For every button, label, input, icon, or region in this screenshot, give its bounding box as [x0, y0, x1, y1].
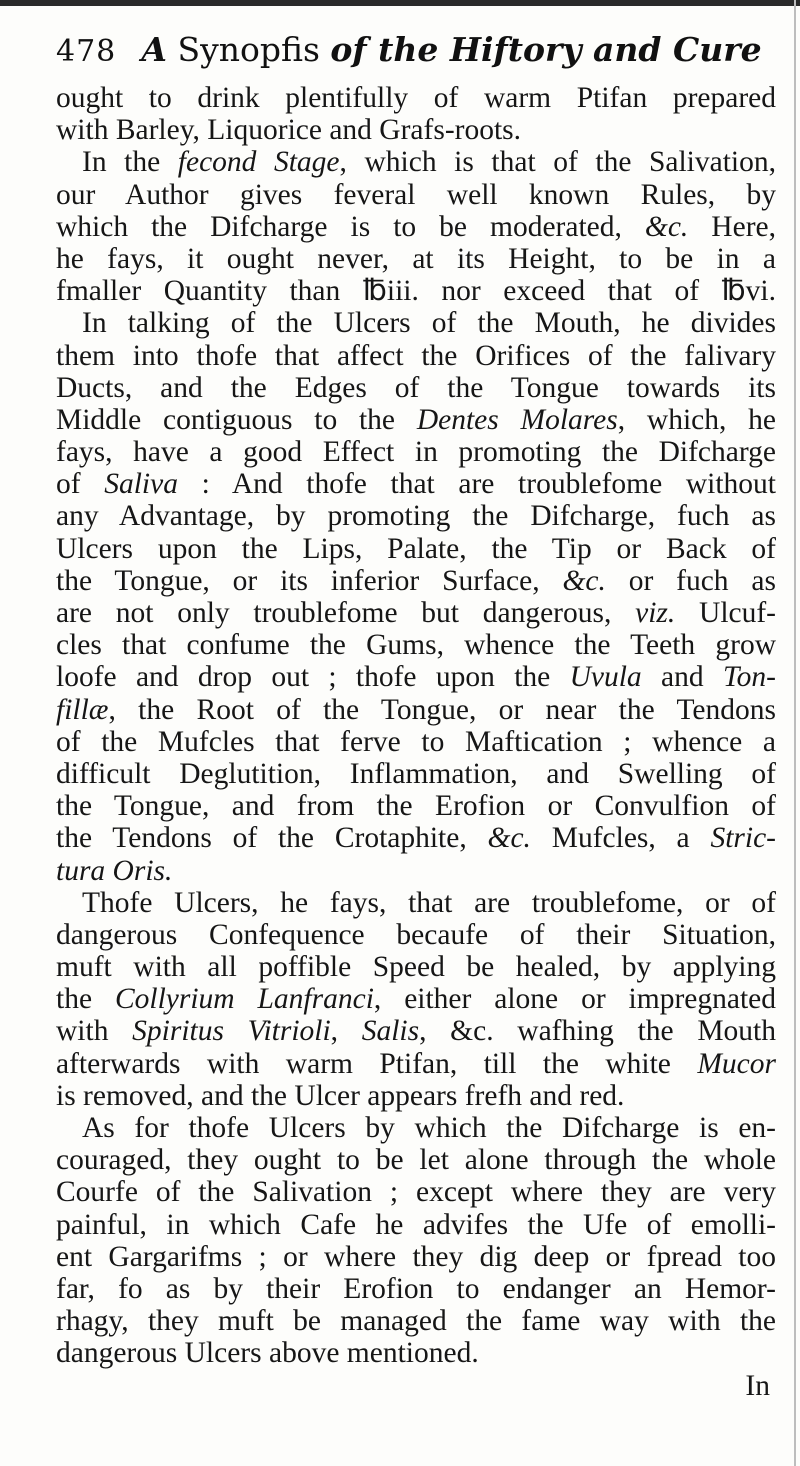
italic-text: Saliva	[104, 468, 178, 501]
text-run: , which is that of the Salivation,	[339, 146, 776, 179]
text-run: and	[641, 661, 723, 694]
page-edge	[794, 0, 796, 1466]
text-line	[56, 500, 776, 532]
text-line	[56, 565, 776, 597]
text-line	[56, 983, 776, 1015]
text-run: the Tendons of the Crotaphite,	[56, 822, 488, 855]
text-line	[56, 1209, 776, 1241]
italic-text: Salis	[361, 1015, 420, 1048]
text-line	[56, 726, 776, 758]
text-line	[56, 694, 776, 726]
text-run: Thofe Ulcers, he fays, that are troublefome, or of	[82, 886, 776, 919]
text-run: Ducts, and the Edges of the Tongue towards its	[56, 371, 776, 404]
text-line	[56, 243, 776, 275]
text-run: , the Root of the Tongue, or near the Tendons	[108, 693, 776, 726]
text-line	[56, 340, 776, 372]
text-line	[56, 1080, 776, 1112]
running-header	[56, 30, 776, 82]
text-line	[56, 372, 776, 404]
text-line	[56, 1337, 776, 1369]
text-run: In the	[82, 146, 178, 179]
text-line	[56, 1048, 776, 1080]
text-run: or fuch as	[605, 564, 776, 597]
italic-text: &c.	[644, 210, 689, 243]
text-line	[56, 1305, 776, 1337]
text-line	[56, 629, 776, 661]
page-number: 478	[56, 34, 117, 69]
text-line	[56, 533, 776, 565]
text-line	[56, 179, 776, 211]
italic-text: Stric-	[710, 822, 776, 855]
running-title	[141, 30, 761, 69]
text-run: fays, have a good Effect in promoting the Difcharge	[56, 436, 776, 469]
italic-text: Ton-	[722, 661, 777, 694]
top-border	[0, 0, 800, 6]
title-article: A	[141, 30, 167, 69]
text-line	[56, 919, 776, 951]
text-run: Ulcuf-	[675, 597, 776, 629]
italic-text: &c.	[562, 564, 606, 597]
text-run: cles that confume the Gums, whence the Teeth grow	[56, 629, 776, 662]
text-run: , &c. wafhing the Mouth	[419, 1015, 777, 1048]
text-line	[56, 468, 776, 500]
text-line	[56, 114, 776, 146]
text-run: dangerous Ulcers above mentioned.	[56, 1337, 479, 1370]
italic-text: Collyrium Lanfranci	[114, 983, 374, 1016]
text-run: Courfe of the Salivation ; except where they are very	[56, 1176, 776, 1209]
text-run: Here,	[688, 210, 776, 243]
text-run: with Barley, Liquorice and Grafs-roots.	[56, 114, 522, 147]
text-run: Ulcers upon the Lips, Palate, the Tip or Back of	[56, 532, 776, 565]
italic-text: Mucor	[697, 1047, 776, 1080]
title-rest: of the Hiftory and Cure	[330, 30, 762, 69]
text-run: of	[56, 468, 105, 501]
text-run: with	[56, 1015, 133, 1048]
text-run: painful, in which Cafe he advifes the Ufe of emolli-	[56, 1208, 776, 1241]
text-run: loofe and drop out ; thofe upon the	[56, 661, 570, 694]
text-run: is removed, and the Ulcer appears frefh and red.	[56, 1079, 625, 1112]
text-run: , which, he	[617, 403, 777, 436]
text-run: rhagy, they muft be managed the fame way with the	[56, 1305, 776, 1338]
text-line	[56, 275, 776, 307]
text-run: the Tongue, and from the Erofion or Convulfion of	[56, 790, 776, 823]
body-text	[56, 82, 776, 1402]
italic-text: viz.	[635, 597, 676, 629]
text-run: As for thofe Ulcers by which the Difcharge is en-	[82, 1112, 776, 1144]
text-line	[56, 1144, 776, 1176]
text-run: , either alone or impregnated	[373, 983, 776, 1016]
text-line	[56, 1112, 776, 1144]
text-run: : And thofe that are troublefome without	[177, 468, 776, 501]
text-run: of the Mufcles that ferve to Maftication ; whence a	[56, 725, 776, 758]
text-run: fmaller Quantity than ℔iii. nor exceed that of ℔vi.	[56, 275, 776, 308]
text-line	[56, 758, 776, 790]
text-run: In	[745, 1369, 770, 1402]
text-line	[56, 822, 776, 854]
text-run: couraged, they ought to be let alone through the whole	[56, 1144, 776, 1177]
text-run: afterwards with warm Ptifan, till the white	[56, 1047, 698, 1080]
text-line	[56, 307, 776, 339]
text-run: ,	[330, 1015, 362, 1048]
text-line	[56, 436, 776, 468]
text-line	[56, 1176, 776, 1208]
text-line	[56, 887, 776, 919]
italic-text: tura Oris.	[56, 854, 173, 887]
text-run: muft with all poffible Speed be healed, by applying	[56, 951, 776, 984]
text-line	[56, 1370, 776, 1402]
text-run: dangerous Confequence becaufe of their Situation,	[56, 918, 776, 951]
text-run: Mufcles, a	[530, 822, 711, 855]
text-line	[56, 855, 776, 887]
italic-text: fillæ	[56, 693, 109, 726]
text-run: far, fo as by their Erofion to endanger an Hemor-	[56, 1272, 776, 1305]
text-line	[56, 211, 776, 243]
italic-text: fecond Stage	[177, 146, 340, 179]
text-line	[56, 1015, 776, 1047]
text-run: the Tongue, or its inferior Surface,	[56, 564, 563, 597]
text-run: are not only troublefome but dangerous,	[56, 597, 636, 629]
text-run: them into thofe that affect the Orifices of the falivary	[56, 339, 776, 372]
text-run: which the Difcharge is to be moderated,	[56, 210, 645, 243]
text-run: difficult Deglutition, Inflammation, and Swelling of	[56, 757, 776, 790]
text-run: In talking of the Ulcers of the Mouth, he divides	[82, 307, 776, 340]
italic-text: Spiritus Vitrioli	[132, 1015, 331, 1048]
text-line	[56, 146, 776, 178]
text-run: any Advantage, by promoting the Difcharge, fuch as	[56, 500, 776, 533]
text-line	[56, 597, 776, 629]
italic-text: &c.	[487, 822, 531, 855]
text-line	[56, 661, 776, 693]
text-run: ought to drink plentifully of warm Ptifan prepared	[56, 82, 776, 114]
italic-text: Dentes Molares	[416, 403, 618, 436]
text-line	[56, 790, 776, 822]
text-line	[56, 951, 776, 983]
text-run: Middle contiguous to the	[56, 403, 417, 436]
text-line	[56, 82, 776, 114]
title-synopsis: Synopfis	[177, 30, 320, 69]
italic-text: Uvula	[569, 661, 642, 694]
text-run: the	[56, 983, 115, 1016]
text-run: ent Gargarifms ; or where they dig deep or fpread too	[56, 1240, 776, 1273]
text-line	[56, 1241, 776, 1273]
text-line	[56, 404, 776, 436]
text-line	[56, 1273, 776, 1305]
text-run: our Author gives feveral well known Rules, by	[56, 178, 776, 211]
text-run: he fays, it ought never, at its Height, to be in a	[56, 242, 776, 275]
